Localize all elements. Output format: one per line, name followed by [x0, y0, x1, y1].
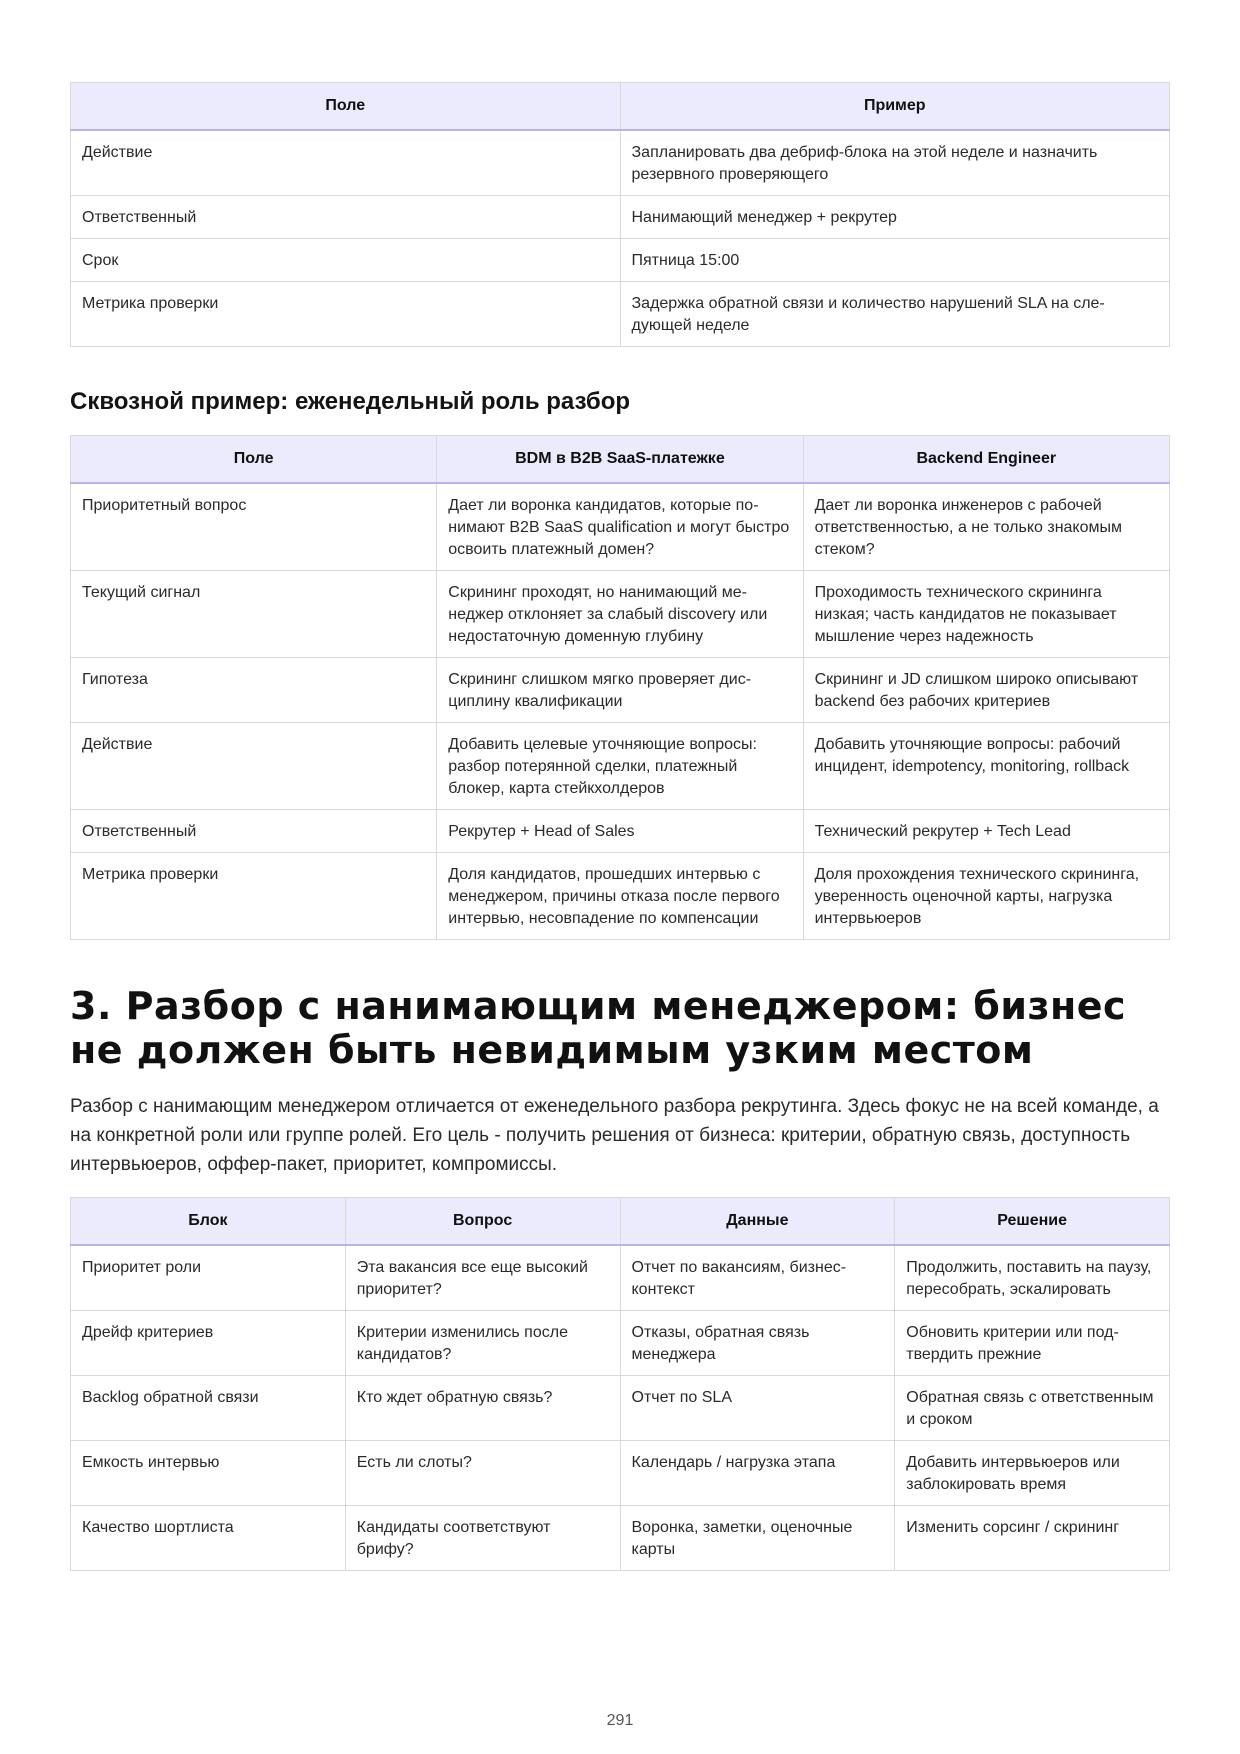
table-cell: Обратная связь с ответственным и сроком	[895, 1376, 1170, 1441]
section-heading: 3. Разбор с нанимающим менеджером: бизнес не должен быть невидимым узким местом	[70, 984, 1127, 1072]
table-cell: Воронка, заметки, оценочные карты	[620, 1506, 895, 1571]
column-header: Блок	[71, 1198, 346, 1246]
table-cell: Пятница 15:00	[620, 239, 1170, 282]
table-cell: Скрининг проходят, но нанимающий менеджер отклоняет за слабый discovery или недостаточную доменную глубину	[437, 571, 803, 658]
table-header-row	[71, 83, 1170, 131]
table-cell: Приоритет роли	[71, 1245, 346, 1311]
table-cell: Есть ли слоты?	[345, 1441, 620, 1506]
table-cell: Доля кандидатов, прошедших интервью с менеджером, причины отказа после первого интервью, несовпадение по компенсации	[437, 853, 803, 940]
table-row	[71, 483, 1170, 571]
table-cell: Емкость интервью	[71, 1441, 346, 1506]
column-header: Backend Engineer	[803, 436, 1169, 484]
table-row	[71, 196, 1170, 239]
table-cell: Срок	[71, 239, 621, 282]
table-cell: Нанимающий менеджер + рекрутер	[620, 196, 1170, 239]
table-cell: Календарь / нагрузка этапа	[620, 1441, 895, 1506]
table-cell: Технический рекрутер + Tech Lead	[803, 810, 1169, 853]
column-header: BDM в B2B SaaS-платежке	[437, 436, 803, 484]
table-cell: Текущий сигнал	[71, 571, 437, 658]
table-row	[71, 1245, 1170, 1311]
section-paragraph: Разбор с нанимающим менеджером отличается от еженедельного разбора рекрутинга. Здесь фокус не на всей команде, а на конкретной роли или группе ролей. Его цель - получить решения от бизнеса: критерии, обратную связь, доступность интервьюеров, оффер-пакет, приоритет, компромиссы.	[70, 1096, 1159, 1175]
table-cell: Скрининг слишком мягко проверяет дисциплину квалификации	[437, 658, 803, 723]
table-cell: Метрика проверки	[71, 282, 621, 347]
table-cell: Проходимость технического скрининга низкая; часть кандидатов не показывает мышление через надежность	[803, 571, 1169, 658]
table-cell: Скрининг и JD слишком широко описывают backend без рабочих критериев	[803, 658, 1169, 723]
table-cell: Добавить интервьюеров или заблокировать время	[895, 1441, 1170, 1506]
table-row	[71, 1311, 1170, 1376]
table-cell: Отчет по SLA	[620, 1376, 895, 1441]
table-row	[71, 723, 1170, 810]
table-cell: Продолжить, поставить на паузу, пересобрать, эскалировать	[895, 1245, 1170, 1311]
table-row	[71, 658, 1170, 723]
table-header-row	[71, 1198, 1170, 1246]
table-cell: Ответственный	[71, 810, 437, 853]
table-row	[71, 853, 1170, 940]
hiring-manager-review-table	[70, 1197, 1170, 1571]
column-header: Поле	[71, 436, 437, 484]
table-row	[71, 1441, 1170, 1506]
table-cell: Изменить сорсинг / скрининг	[895, 1506, 1170, 1571]
table-cell: Приоритетный вопрос	[71, 483, 437, 571]
table-cell: Кто ждет обратную связь?	[345, 1376, 620, 1441]
column-header: Пример	[620, 83, 1170, 131]
table-cell: Критерии изменились после кандидатов?	[345, 1311, 620, 1376]
table-row	[71, 571, 1170, 658]
table-row	[71, 1376, 1170, 1441]
table-cell: Добавить целевые уточняющие вопросы: разбор потерянной сделки, платежный блокер, карта стейкхолдеров	[437, 723, 803, 810]
table-cell: Запланировать два дебриф-блока на этой неделе и назначить резервного проверяющего	[620, 130, 1170, 196]
table-cell: Дрейф критериев	[71, 1311, 346, 1376]
table-row	[71, 239, 1170, 282]
table-cell: Дает ли воронка инженеров с рабочей ответственностью, а не только знакомым стеком?	[803, 483, 1169, 571]
table-cell: Отчет по вакансиям, бизнес-контекст	[620, 1245, 895, 1311]
table-cell: Рекрутер + Head of Sales	[437, 810, 803, 853]
column-header: Поле	[71, 83, 621, 131]
document-page	[70, 82, 1170, 1571]
table-cell: Гипотеза	[71, 658, 437, 723]
table-row	[71, 130, 1170, 196]
table-cell: Кандидаты соответствуют брифу?	[345, 1506, 620, 1571]
table-cell: Задержка обратной связи и количество нарушений SLA на следующей неделе	[620, 282, 1170, 347]
role-review-table	[70, 435, 1170, 940]
table-cell: Обновить критерии или подтвердить прежние	[895, 1311, 1170, 1376]
table-header-row	[71, 436, 1170, 484]
action-plan-table	[70, 82, 1170, 347]
table-cell: Backlog обратной связи	[71, 1376, 346, 1441]
example-section-title: Сквозной пример: еженедельный роль разбор	[70, 388, 631, 415]
page-number: 291	[606, 1712, 634, 1729]
column-header: Решение	[895, 1198, 1170, 1246]
table-cell: Добавить уточняющие вопросы: рабочий инцидент, idempotency, monitoring, rollback	[803, 723, 1169, 810]
table-cell: Ответственный	[71, 196, 621, 239]
column-header: Вопрос	[345, 1198, 620, 1246]
column-header: Данные	[620, 1198, 895, 1246]
table-cell: Эта вакансия все еще высокий приоритет?	[345, 1245, 620, 1311]
table-cell: Доля прохождения технического скрининга, уверенность оценочной карты, нагрузка интервьюеров	[803, 853, 1169, 940]
table-row	[71, 282, 1170, 347]
table-cell: Качество шортлиста	[71, 1506, 346, 1571]
table-row	[71, 1506, 1170, 1571]
table-cell: Действие	[71, 723, 437, 810]
table-cell: Метрика проверки	[71, 853, 437, 940]
table-cell: Отказы, обратная связь менеджера	[620, 1311, 895, 1376]
table-row	[71, 810, 1170, 853]
table-cell: Действие	[71, 130, 621, 196]
table-cell: Дает ли воронка кандидатов, которые понимают B2B SaaS qualification и могут быстро освоить платежный домен?	[437, 483, 803, 571]
